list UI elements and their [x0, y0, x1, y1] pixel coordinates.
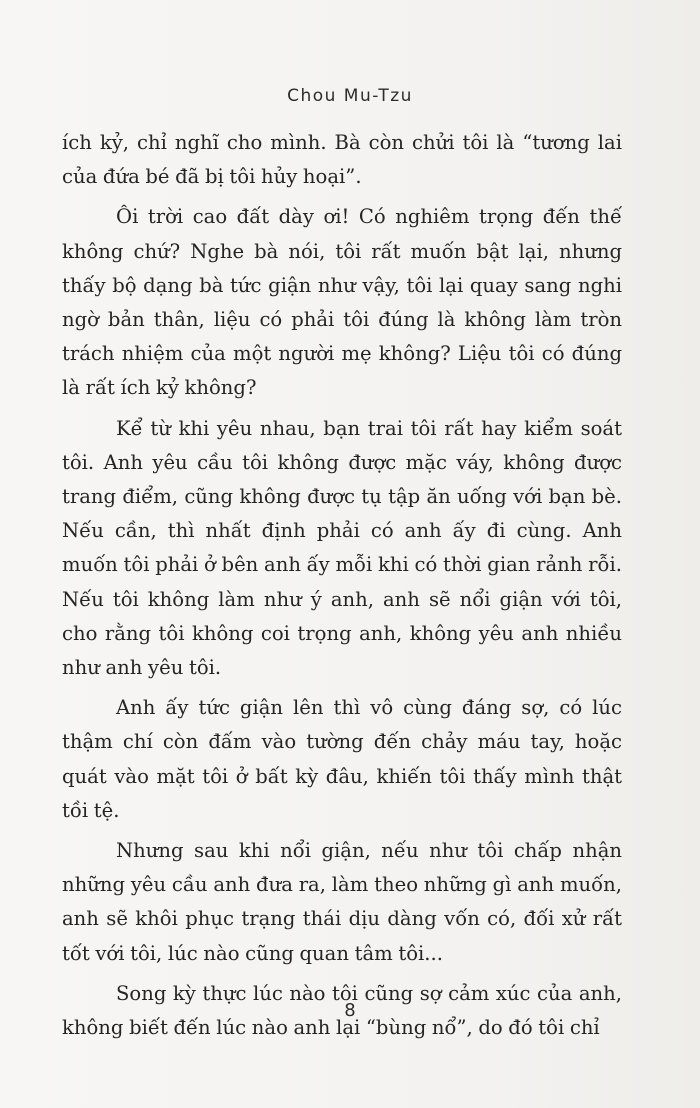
paragraph-6: Song kỳ thực lúc nào tôi cũng sợ cảm xúc của anh, không biết đến lúc nào anh lại “bùng nổ”, do đó tôi chỉ: [62, 981, 622, 1040]
page-number: 8: [344, 1000, 356, 1021]
paragraph-5: Nhưng sau khi nổi giận, nếu như tôi chấp nhận những yêu cầu anh đưa ra, làm theo những gì anh muốn, anh sẽ khôi phục trạng thái dịu dàng vốn có, đối xử rất tốt với tôi, lúc nào cũng quan tâm tôi...: [62, 839, 622, 965]
paragraph-3: Kể từ khi yêu nhau, bạn trai tôi rất hay kiểm soát tôi. Anh yêu cầu tôi không được mặc váy, không được trang điểm, cũng không được tụ tập ăn uống với bạn bè. Nếu cần, thì nhất định phải có anh ấy đi cùng. Anh muốn tôi phải ở bên anh ấy mỗi khi có thời gian rảnh rỗi. Nếu tôi không làm như ý anh, anh sẽ nổi giận với tôi, cho rằng tôi không coi trọng anh, không yêu anh nhiều như anh yêu tôi.: [62, 416, 622, 680]
paragraph-1: ích kỷ, chỉ nghĩ cho mình. Bà còn chửi tôi là “tương lai của đứa bé đã bị tôi hủy hoại”.: [62, 131, 622, 189]
body-text: [62, 126, 622, 1051]
paragraph-4: Anh ấy tức giận lên thì vô cùng đáng sợ, có lúc thậm chí còn đấm vào tường đến chảy máu tay, hoặc quát vào mặt tôi ở bất kỳ đâu, khiến tôi thấy mình thật tồi tệ.: [62, 696, 622, 822]
paragraph-2: Ôi trời cao đất dày ơi! Có nghiêm trọng đến thế không chứ? Nghe bà nói, tôi rất muốn bật lại, nhưng thấy bộ dạng bà tức giận như vậy, tôi lại quay sang nghi ngờ bản thân, liệu có phải tôi đúng là không làm tròn trách nhiệm của một người mẹ không? Liệu tôi có đúng là rất ích kỷ không?: [62, 205, 622, 400]
running-header: Chou Mu-Tzu: [287, 86, 413, 106]
